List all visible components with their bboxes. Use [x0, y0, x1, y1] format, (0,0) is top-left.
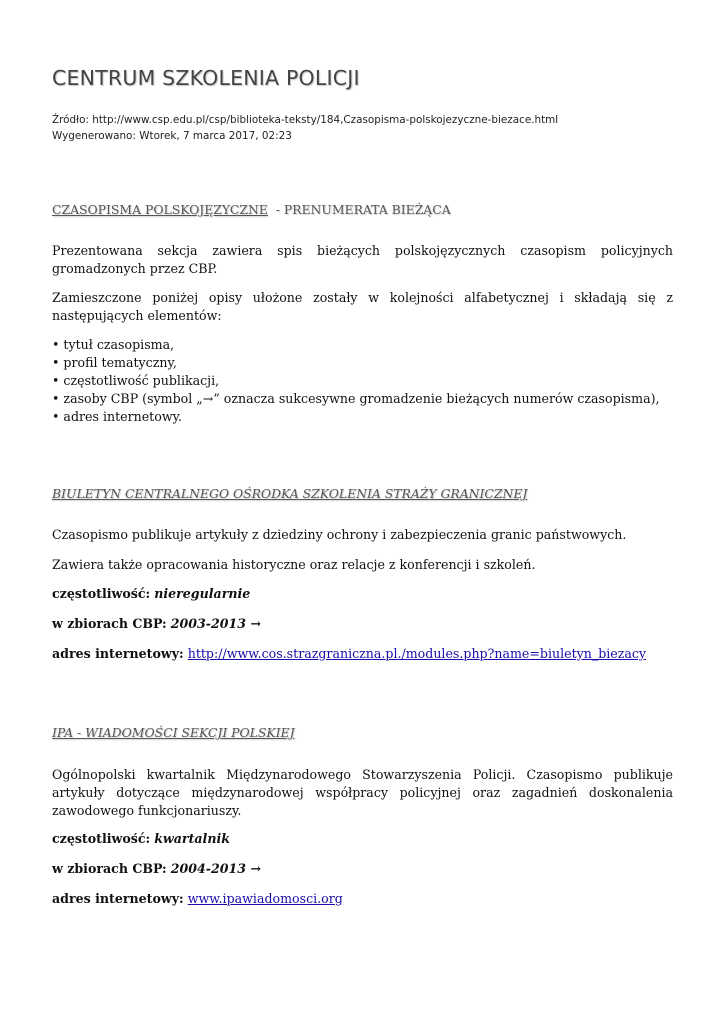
intro-paragraph-1: Prezentowana sekcja zawiera spis bieżących polskojęzycznych czasopism policyjnych gromadzonych przez CBP.: [52, 243, 673, 276]
journal-url-link[interactable]: www.ipawiadomosci.org: [187, 891, 343, 906]
element-list: [52, 336, 660, 426]
holdings-value: 2003-2013 →: [170, 616, 261, 631]
url-label: adres internetowy:: [52, 646, 184, 661]
url-row: [52, 891, 343, 906]
holdings-label: w zbiorach CBP:: [52, 861, 167, 876]
holdings-row: [52, 616, 261, 631]
source-line: Źródło: http://www.csp.edu.pl/csp/biblioteka-teksty/184,Czasopisma-polskojezyczne-biezace.html: [52, 114, 559, 126]
intro-paragraph-2: Zamieszczone poniżej opisy ułożone zostały w kolejności alfabetycznej i składają się z następujących elementów:: [52, 290, 673, 323]
section-heading-rest: - PRENUMERATA BIEŻĄCA: [267, 202, 451, 217]
journal-description: Zawiera także opracowania historyczne oraz relacje z konferencji i szkoleń.: [52, 557, 536, 572]
frequency-label: częstotliwość:: [52, 831, 151, 846]
section-heading-link[interactable]: CZASOPISMA POLSKOJĘZYCZNE: [52, 202, 268, 217]
frequency-value: kwartalnik: [154, 831, 230, 846]
frequency-row: [52, 831, 230, 846]
url-row: [52, 646, 646, 661]
generated-line: Wygenerowano: Wtorek, 7 marca 2017, 02:23: [52, 130, 292, 142]
holdings-row: [52, 861, 261, 876]
list-item: • adres internetowy.: [52, 409, 183, 424]
list-item: • tytuł czasopisma,: [52, 337, 175, 352]
section-heading: [52, 202, 451, 217]
list-item: • częstotliwość publikacji,: [52, 373, 220, 388]
holdings-label: w zbiorach CBP:: [52, 616, 167, 631]
page-title: CENTRUM SZKOLENIA POLICJI: [52, 66, 360, 90]
journal-description: Ogólnopolski kwartalnik Międzynarodowego Stowarzyszenia Policji. Czasopismo publikuje artykuły dotyczące międzynarodowej współpracy policyjnej oraz zagadnień doskonalenia zawodowego funkcjonariuszy.: [52, 767, 673, 818]
journal-description: Czasopismo publikuje artykuły z dziedziny ochrony i zabezpieczenia granic państwowych.: [52, 527, 627, 542]
frequency-label: częstotliwość:: [52, 586, 151, 601]
holdings-value: 2004-2013 →: [170, 861, 261, 876]
journal-title[interactable]: IPA - WIADOMOŚCI SEKCJI POLSKIEJ: [52, 725, 295, 740]
journal-url-link[interactable]: http://www.cos.strazgraniczna.pl./modules.php?name=biuletyn_biezacy: [187, 646, 647, 661]
list-item: • profil tematyczny,: [52, 355, 177, 370]
url-label: adres internetowy:: [52, 891, 184, 906]
list-item: • zasoby CBP (symbol „→” oznacza sukcesywne gromadzenie bieżących numerów czasopisma),: [52, 391, 660, 406]
frequency-value: nieregularnie: [154, 586, 251, 601]
journal-title[interactable]: BIULETYN CENTRALNEGO OŚRODKA SZKOLENIA STRAŻY GRANICZNEJ: [52, 486, 528, 501]
frequency-row: [52, 586, 250, 601]
